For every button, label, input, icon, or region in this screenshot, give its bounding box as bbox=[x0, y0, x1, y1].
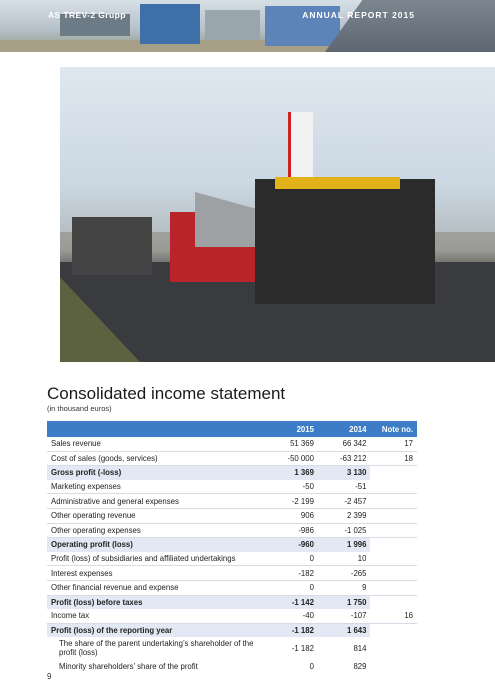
statement-unit: (in thousand euros) bbox=[47, 404, 112, 413]
row-value-2015: 0 bbox=[265, 552, 318, 566]
row-value-2014: 66 342 bbox=[318, 437, 371, 451]
table-row bbox=[47, 538, 417, 552]
row-note bbox=[370, 595, 417, 609]
row-value-2014: 1 750 bbox=[318, 595, 371, 609]
table-row bbox=[47, 451, 417, 466]
row-value-2015: 0 bbox=[309, 661, 314, 671]
banner-silo bbox=[205, 10, 260, 40]
table-body bbox=[47, 437, 417, 673]
banner-title-plate bbox=[325, 0, 495, 52]
table-row bbox=[47, 659, 417, 673]
header-label bbox=[47, 421, 265, 437]
row-value-2015: -50 bbox=[265, 480, 318, 494]
row-value-2015: -2 199 bbox=[265, 494, 318, 509]
row-value-2014: -51 bbox=[318, 480, 371, 494]
table-row bbox=[47, 566, 417, 581]
table-row bbox=[47, 480, 417, 494]
row-value-2014: 2 399 bbox=[318, 508, 371, 523]
row-label: The share of the parent undertaking’s shareholder of the profit (loss) bbox=[59, 639, 254, 658]
row-note bbox=[370, 508, 417, 523]
table-row bbox=[47, 552, 417, 566]
row-value-2015: -986 bbox=[265, 523, 318, 538]
photo-banner-flag bbox=[288, 112, 313, 177]
row-label: Minority shareholders’ share of the profit bbox=[59, 661, 198, 671]
row-value-2015: 0 bbox=[265, 580, 318, 595]
row-value-2014: 1 996 bbox=[318, 538, 371, 552]
road-paving-photo bbox=[60, 67, 495, 362]
row-value-2015: -960 bbox=[265, 538, 318, 552]
table-row bbox=[47, 508, 417, 523]
statement-title: Consolidated income statement bbox=[47, 384, 286, 403]
header-2015: 2015 bbox=[265, 421, 318, 437]
row-label: Administrative and general expenses bbox=[47, 494, 265, 509]
row-value-2015: -1 142 bbox=[265, 595, 318, 609]
row-label: Operating profit (loss) bbox=[47, 538, 265, 552]
row-note bbox=[370, 523, 417, 538]
row-value-2014: 10 bbox=[318, 552, 371, 566]
table-row bbox=[47, 580, 417, 595]
row-value-2015: -1 182 bbox=[265, 623, 318, 637]
row-note: 16 bbox=[370, 609, 417, 623]
row-note bbox=[370, 494, 417, 509]
row-value-2015: 1 369 bbox=[265, 466, 318, 480]
photo-paver-canopy bbox=[275, 177, 400, 189]
header-banner bbox=[0, 0, 495, 52]
row-label: Profit (loss) of subsidiaries and affiliated undertakings bbox=[47, 552, 265, 566]
row-label: Sales revenue bbox=[47, 437, 265, 451]
row-note: 18 bbox=[370, 451, 417, 466]
table-row bbox=[47, 637, 417, 659]
row-note bbox=[370, 659, 417, 673]
row-value-2014: -2 457 bbox=[318, 494, 371, 509]
row-value-2014: 814 bbox=[353, 643, 367, 653]
row-label: Marketing expenses bbox=[47, 480, 265, 494]
row-label: Other operating expenses bbox=[47, 523, 265, 538]
banner-plant bbox=[140, 4, 200, 44]
row-note bbox=[370, 623, 417, 637]
row-value-2014: 3 130 bbox=[318, 466, 371, 480]
row-value-2014: -63 212 bbox=[318, 451, 371, 466]
row-value-2014: -107 bbox=[318, 609, 371, 623]
row-label: Cost of sales (goods, services) bbox=[47, 451, 265, 466]
table-row bbox=[47, 595, 417, 609]
row-note bbox=[370, 580, 417, 595]
table-row bbox=[47, 437, 417, 451]
row-value-2015: 51 369 bbox=[265, 437, 318, 451]
row-value-2015: -50 000 bbox=[265, 451, 318, 466]
row-label: Interest expenses bbox=[47, 566, 265, 581]
row-label: Gross profit (-loss) bbox=[47, 466, 265, 480]
income-statement-table bbox=[47, 421, 417, 673]
row-note bbox=[370, 552, 417, 566]
row-value-2014: 829 bbox=[353, 661, 367, 671]
table-row bbox=[47, 609, 417, 623]
row-label: Other operating revenue bbox=[47, 508, 265, 523]
row-label: Profit (loss) before taxes bbox=[47, 595, 265, 609]
row-note bbox=[370, 466, 417, 480]
row-note: 17 bbox=[370, 437, 417, 451]
row-note bbox=[370, 538, 417, 552]
row-label: Other financial revenue and expense bbox=[47, 580, 265, 595]
photo-second-paver bbox=[72, 217, 152, 275]
table-row bbox=[47, 494, 417, 509]
row-value-2015: -1 182 bbox=[291, 643, 314, 653]
row-value-2015: -182 bbox=[265, 566, 318, 581]
header-2014: 2014 bbox=[318, 421, 371, 437]
row-value-2014: -1 025 bbox=[318, 523, 371, 538]
table-header-row bbox=[47, 421, 417, 437]
table-row bbox=[47, 623, 417, 637]
row-label: Profit (loss) of the reporting year bbox=[47, 623, 265, 637]
row-note bbox=[370, 480, 417, 494]
row-value-2015: 906 bbox=[265, 508, 318, 523]
row-value-2015: -40 bbox=[265, 609, 318, 623]
table-row bbox=[47, 523, 417, 538]
row-note bbox=[370, 637, 417, 659]
report-title: ANNUAL REPORT 2015 bbox=[302, 10, 415, 20]
row-value-2014: 1 643 bbox=[318, 623, 371, 637]
photo-paver bbox=[255, 179, 435, 304]
page-number: 9 bbox=[47, 672, 52, 681]
row-value-2014: 9 bbox=[318, 580, 371, 595]
table-row bbox=[47, 466, 417, 480]
row-value-2014: -265 bbox=[318, 566, 371, 581]
row-label: Income tax bbox=[47, 609, 265, 623]
header-note: Note no. bbox=[370, 421, 417, 437]
company-name: AS TREV-2 Grupp bbox=[48, 10, 126, 20]
row-note bbox=[370, 566, 417, 581]
